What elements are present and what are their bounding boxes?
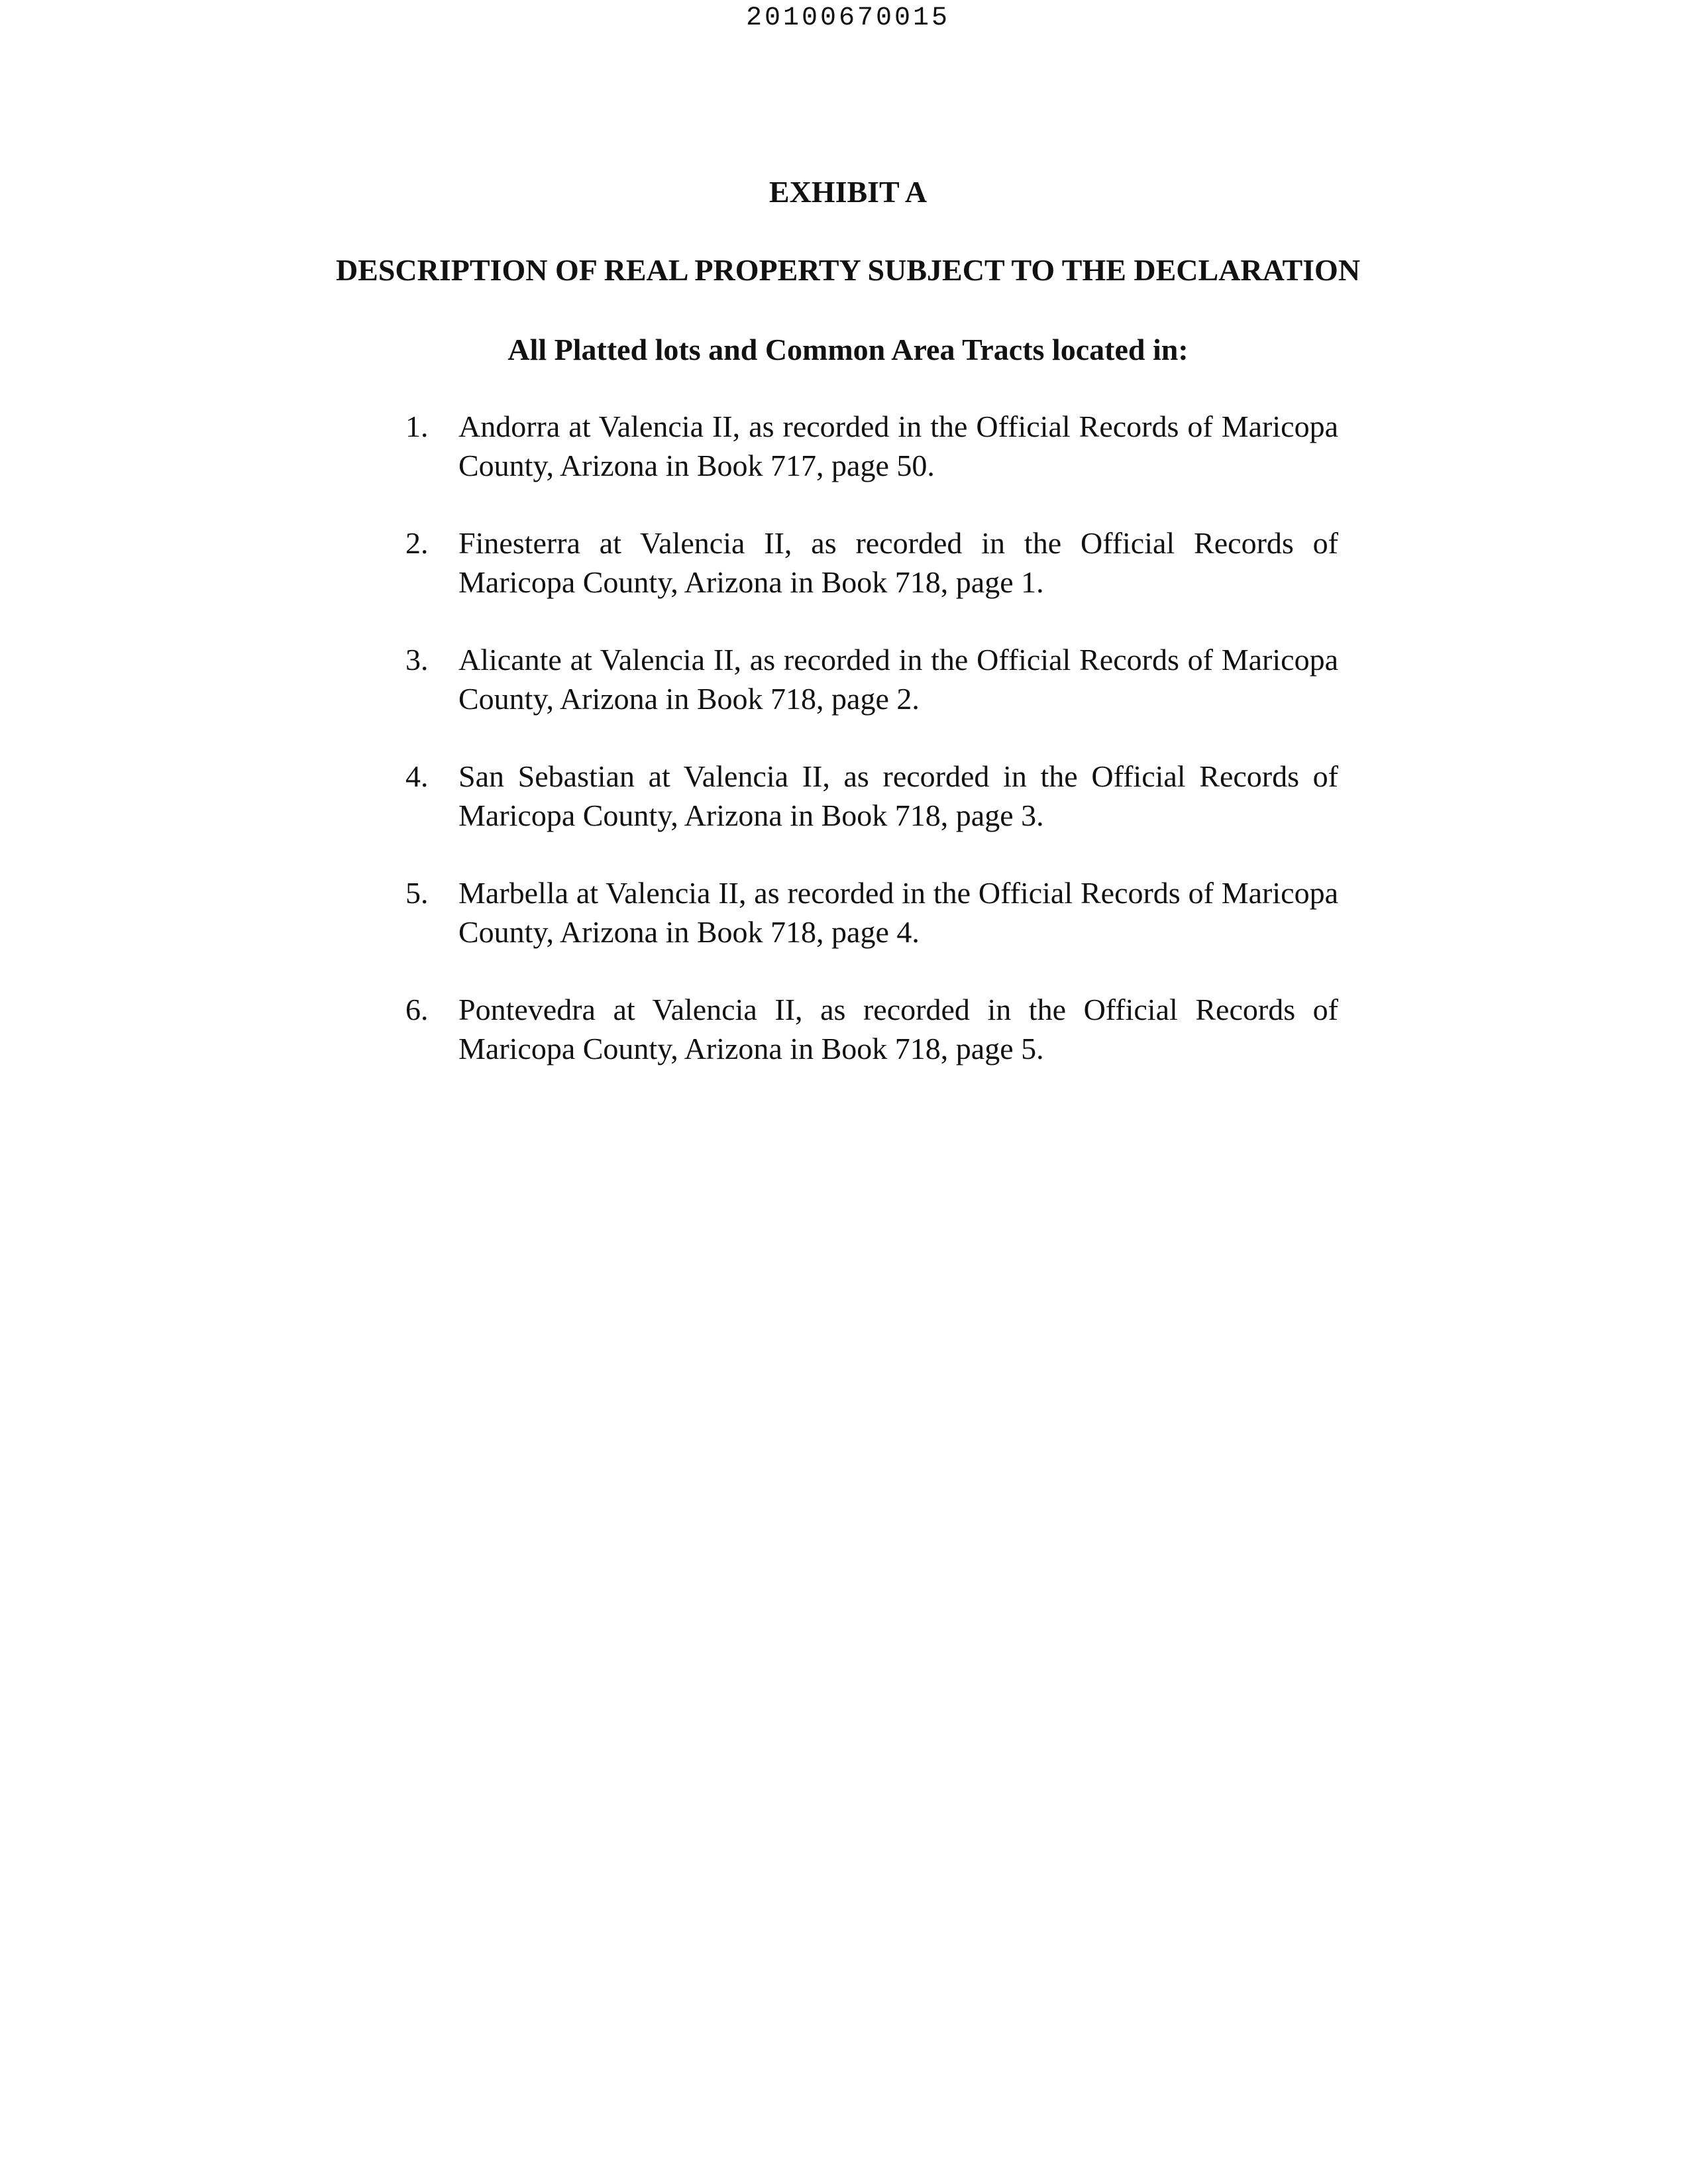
list-item [398,873,1338,952]
exhibit-title: EXHIBIT A [768,175,928,209]
sub-heading: All Platted lots and Common Area Tracts located in: [507,333,1189,366]
list-item-number: 6. [405,993,429,1026]
property-list [398,407,1338,1107]
list-item-text: San Sebastian at Valencia II, as recorded in the Official Records of Maricopa County, Arizona in Book 718, page 3. [458,759,1338,832]
list-item-text: Finesterra at Valencia II, as recorded in the Official Records of Maricopa County, Arizona in Book 718, page 1. [458,526,1338,599]
list-item-number: 2. [405,526,429,560]
list-item-text: Andorra at Valencia II, as recorded in the Official Records of Maricopa County, Arizona in Book 717, page 50. [458,410,1338,482]
list-item [398,757,1338,835]
list-item-number: 4. [405,759,429,793]
list-item-number: 5. [405,876,429,910]
list-item-text: Alicante at Valencia II, as recorded in the Official Records of Maricopa County, Arizona in Book 718, page 2. [458,643,1338,716]
list-item [398,640,1338,718]
document-number: 20100670015 [745,3,951,33]
description-heading: DESCRIPTION OF REAL PROPERTY SUBJECT TO THE DECLARATION [335,253,1361,287]
list-item-text: Marbella at Valencia II, as recorded in the Official Records of Maricopa County, Arizona in Book 718, page 4. [458,876,1338,949]
list-item [398,990,1338,1068]
list-item [398,523,1338,602]
list-item-number: 3. [405,643,429,677]
list-item [398,407,1338,485]
list-item-text: Pontevedra at Valencia II, as recorded in the Official Records of Maricopa County, Arizona in Book 718, page 5. [458,993,1338,1065]
list-item-number: 1. [405,410,429,443]
